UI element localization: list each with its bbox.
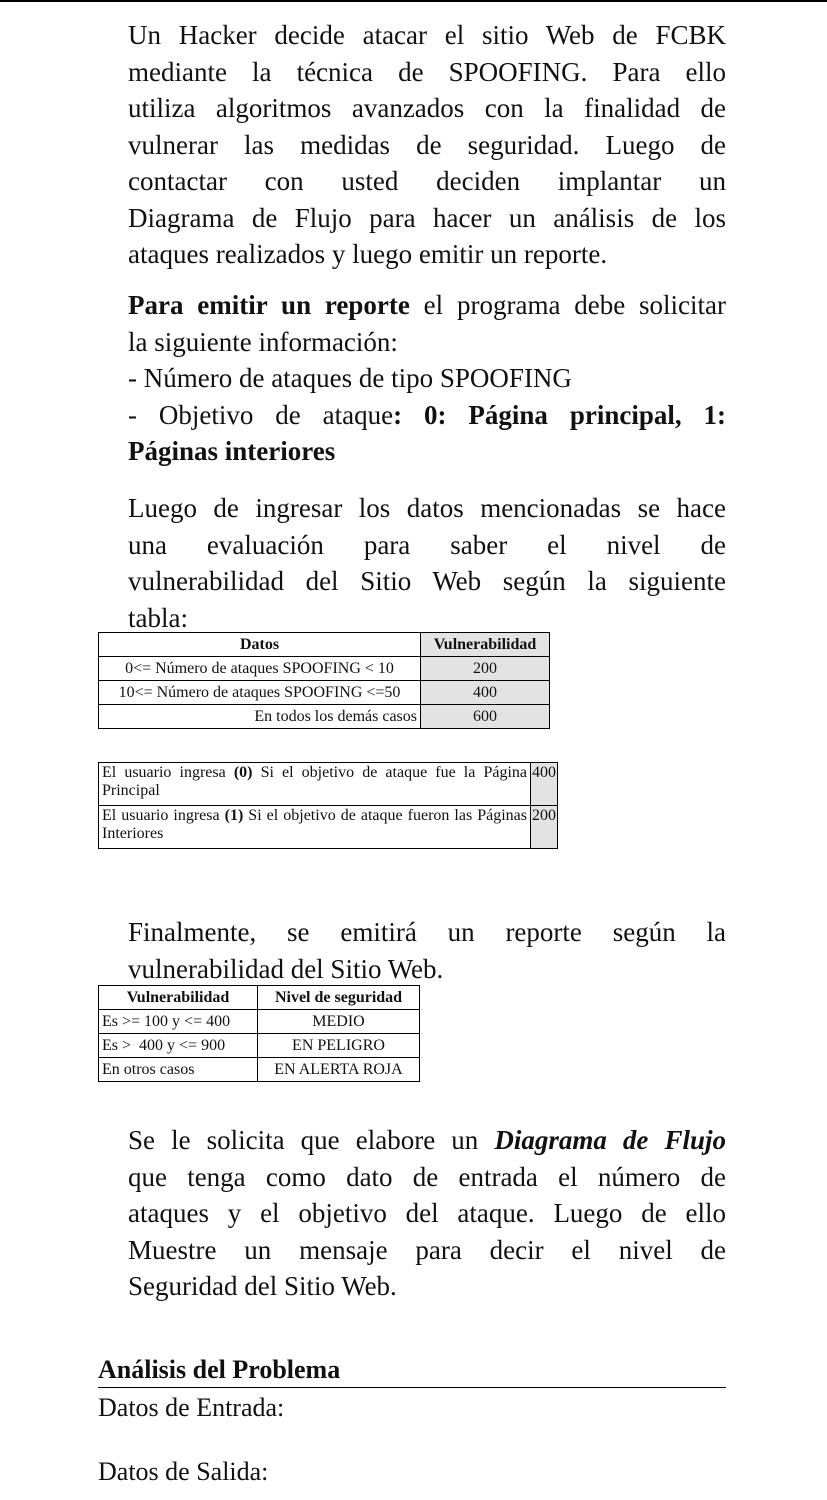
request-paragraph <box>128 1122 726 1305</box>
intro-line: vulnerar las medidas de seguridad. Luego de <box>128 129 726 160</box>
header-vulnerabilidad: Vulnerabilidad <box>99 986 258 1010</box>
evaluation-line: Luego de ingresar los datos mencionadas se hace <box>128 493 726 523</box>
report-line: la siguiente información: <box>128 326 398 357</box>
request-line: Muestre un mensaje para decir el nivel de <box>128 1234 726 1265</box>
objective-value: 400 <box>531 763 558 806</box>
row-condition: 0<= Número de ataques SPOOFING < 10 <box>99 657 421 681</box>
header-nivel-seguridad: Nivel de seguridad <box>258 986 420 1010</box>
table-row <box>99 1058 420 1082</box>
analysis-title: Análisis del Problema <box>98 1353 726 1388</box>
row-condition: Es >= 100 y <= 400 <box>99 1010 258 1034</box>
request-line: que tenga como dato de entrada el número de <box>128 1161 726 1192</box>
final-paragraph <box>128 914 726 987</box>
objective-text-post: Si el objetivo de ataque fue la Página Principal <box>102 764 527 799</box>
report-item <box>128 397 726 434</box>
row-level: EN ALERTA ROJA <box>258 1058 420 1082</box>
intro-line: Diagrama de Flujo para hacer un análisis de los <box>128 202 726 233</box>
evaluation-line: una evaluación para saber el nivel de <box>128 529 726 560</box>
report-item2-pre: - Objetivo de ataque <box>128 399 394 430</box>
row-level: MEDIO <box>258 1010 420 1034</box>
table-row <box>99 705 550 729</box>
row-condition: En todos los demás casos <box>99 705 421 729</box>
final-line: Finalmente, se emitirá un reporte según la <box>128 917 726 947</box>
intro-line: ataques realizados y luego emitir un reporte. <box>128 239 608 269</box>
intro-line: contactar con usted deciden implantar un <box>128 166 726 196</box>
report-line <box>128 287 726 324</box>
request-emphasis: Diagrama de Flujo <box>494 1125 726 1155</box>
output-data-label: Datos de Salida: <box>98 1457 269 1486</box>
objective-description <box>99 806 531 849</box>
report-item2-bold: : 0: Página principal, 1: <box>393 399 726 430</box>
input-data-label: Datos de Entrada: <box>98 1393 285 1422</box>
report-bold-lead: Para emitir un reporte <box>128 290 410 320</box>
intro-line: Un Hacker decide atacar el sitio Web de FCBK <box>128 20 726 50</box>
objective-table <box>98 762 558 849</box>
table-row <box>99 657 550 681</box>
row-level: EN PELIGRO <box>258 1034 420 1058</box>
request-line: ataques y el objetivo del ataque. Luego de ello <box>128 1198 726 1228</box>
objective-description <box>99 763 531 806</box>
request-line <box>128 1122 726 1159</box>
intro-line: utiliza algoritmos avanzados con la finalidad de <box>128 93 726 123</box>
objective-text-pre: El usuario ingresa <box>102 807 225 824</box>
row-condition: 10<= Número de ataques SPOOFING <=50 <box>99 681 421 705</box>
objective-code: (0) <box>233 764 253 781</box>
table-row <box>99 763 558 806</box>
request-text: Se le solicita que elabore un <box>128 1125 495 1155</box>
row-value: 400 <box>421 681 550 705</box>
request-line: Seguridad del Sitio Web. <box>128 1271 397 1301</box>
header-vulnerabilidad: Vulnerabilidad <box>421 633 550 657</box>
row-condition: En otros casos <box>99 1058 258 1082</box>
row-value: 200 <box>421 657 550 681</box>
table-row <box>99 1034 420 1058</box>
row-condition: Es > 400 y <= 900 <box>99 1034 258 1058</box>
report-item2-cont: Páginas interiores <box>128 436 336 466</box>
top-rule <box>0 0 827 2</box>
header-datos: Datos <box>99 633 421 657</box>
table-header-row <box>99 986 420 1010</box>
evaluation-line: tabla: <box>128 602 188 633</box>
objective-value: 200 <box>531 806 558 849</box>
objective-code: (1) <box>224 807 244 824</box>
vulnerability-table <box>98 632 550 729</box>
intro-paragraph <box>128 17 726 273</box>
intro-line: mediante la técnica de SPOOFING. Para ello <box>128 56 726 87</box>
report-paragraph <box>128 287 726 470</box>
evaluation-line: vulnerabilidad del Sitio Web según la siguiente <box>128 566 726 596</box>
objective-text-pre: El usuario ingresa <box>102 764 234 781</box>
table-row <box>99 806 558 849</box>
report-lead-rest: el programa debe solicitar <box>409 290 726 320</box>
report-item: - Número de ataques de tipo SPOOFING <box>128 363 572 393</box>
final-line: vulnerabilidad del Sitio Web. <box>128 953 444 984</box>
row-value: 600 <box>421 705 550 729</box>
evaluation-paragraph <box>128 490 726 636</box>
objective-text-post: Si el objetivo de ataque fueron las Páginas Interiores <box>102 807 528 842</box>
table-row <box>99 681 550 705</box>
report-item-cont <box>128 433 726 470</box>
security-level-table <box>98 985 420 1082</box>
table-row <box>99 1010 420 1034</box>
table-header-row <box>99 633 550 657</box>
